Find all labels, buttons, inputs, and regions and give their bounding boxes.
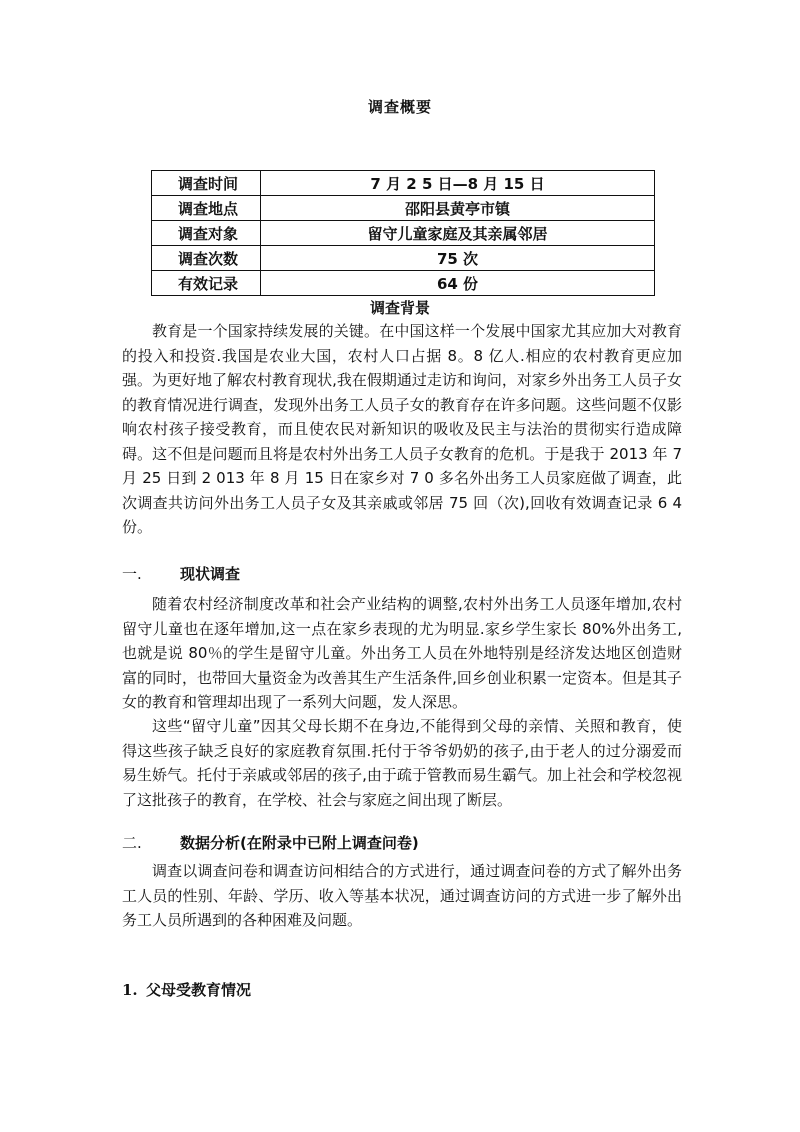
section1-paragraph-1: 随着农村经济制度改革和社会产业结构的调整,农村外出务工人员逐年增加,农村留守儿童也在逐年增加,这一点在家乡表现的尤为明显.家乡学生家长 80%外出务工,也就是说 80％的学生是留守儿童。外出务工人员在外地特别是经济发达地区创造财富的同时，也带回大量资金为改善其生产生活条件,回乡创业积累一定资本。但是其子女的教育和管理却出现了一系列大问题，发人深思。 — [122, 595, 682, 711]
table-row — [152, 246, 655, 271]
table-row — [152, 271, 655, 296]
section-number: 一. — [122, 565, 142, 583]
info-value-place: 邵阳县黄亭市镇 — [261, 196, 655, 221]
table-row — [152, 171, 655, 196]
background-title: 调查背景 — [369, 299, 430, 317]
table-row — [152, 221, 655, 246]
subsection-title: 父母受教育情况 — [146, 981, 252, 999]
info-label-place: 调查地点 — [152, 196, 261, 221]
section-number: 二. — [122, 834, 142, 852]
subsection-number: 1. — [122, 981, 138, 999]
table-row — [152, 196, 655, 221]
section-heading-1 — [122, 563, 240, 584]
info-value-subject: 留守儿童家庭及其亲属邻居 — [261, 221, 655, 246]
survey-info-table — [151, 170, 655, 296]
info-value-records: 64 份 — [261, 271, 655, 296]
info-label-records: 有效记录 — [152, 271, 261, 296]
document-title: 调查概要 — [367, 98, 432, 116]
section-title: 现状调查 — [180, 565, 241, 583]
info-label-count: 调查次数 — [152, 246, 261, 271]
info-label-subject: 调查对象 — [152, 221, 261, 246]
info-label-time: 调查时间 — [152, 171, 261, 196]
subsection-heading-1 — [122, 979, 251, 1000]
section-heading-2 — [122, 832, 419, 853]
info-value-count: 75 次 — [261, 246, 655, 271]
section1-paragraph-2: 这些“留守儿童”因其父母长期不在身边,不能得到父母的亲情、关照和教育，使得这些孩子缺乏良好的家庭教育氛围.托付于爷爷奶奶的孩子,由于老人的过分溺爱而易生娇气。托付于亲戚或邻居的孩子,由于疏于管教而易生霸气。加上社会和学校忽视了这批孩子的教育，在学校、社会与家庭之间出现了断层。 — [122, 717, 682, 809]
section-title: 数据分析(在附录中已附上调查问卷) — [180, 834, 419, 852]
section2-paragraph: 调查以调查问卷和调查访问相结合的方式进行，通过调查问卷的方式了解外出务工人员的性别、年龄、学历、收入等基本状况，通过调查访问的方式进一步了解外出务工人员所遇到的各种困难及问题。 — [122, 862, 682, 929]
info-value-time: 7 月 2 5 日—8 月 15 日 — [261, 171, 655, 196]
background-paragraph: 教育是一个国家持续发展的关键。在中国这样一个发展中国家尤其应加大对教育的投入和投资.我国是农业大国，农村人口占据 8。8 亿人.相应的农村教育更应加强。为更好地了解农村教育现状,我在假期通过走访和询问，对家乡外出务工人员子女的教育情况进行调查，发现外出务工人员子女的教育存在许多问题。这些问题不仅影响农村孩子接受教育，而且使农民对新知识的吸收及民主与法治的贯彻实行造成障碍。这不但是问题而且将是农村外出务工人员子女教育的危机。于是我于 2013 年 7 月 25 日到 2 013 年 8 月 15 日在家乡对 7 0 多名外出务工人员家庭做了调查，此次调查共访问外出务工人员子女及其亲戚或邻居 75 回（次),回收有效调查记录 6 4 份。 — [122, 322, 682, 536]
